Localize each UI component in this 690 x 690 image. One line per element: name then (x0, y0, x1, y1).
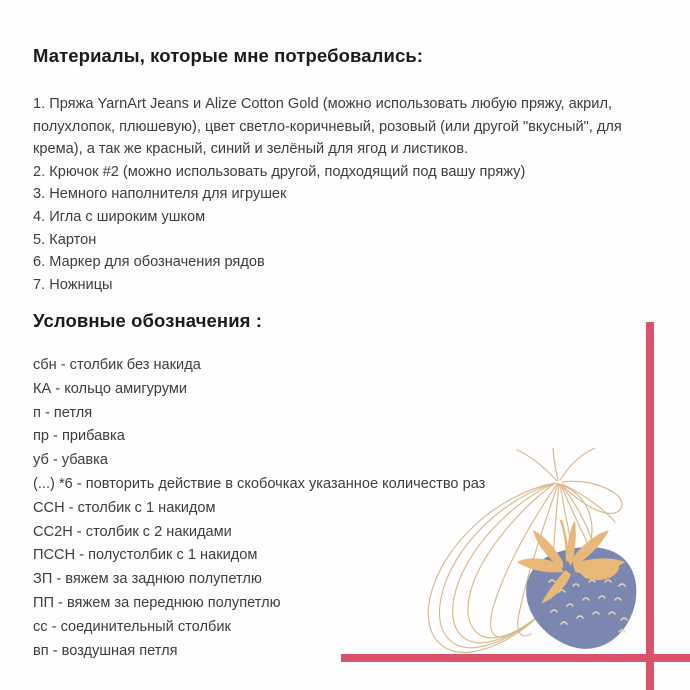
list-item: ЗП - вяжем за заднюю полупетлю (33, 571, 262, 588)
list-item: пр - прибавка (33, 428, 125, 445)
list-item: 7. Ножницы (33, 276, 113, 293)
list-item: 1. Пряжа YarnArt Jeans и Alize Cotton Gold (можно использовать любую пряжу, акрил, полухлопок, плюшевую), цвет светло-коричневый, розовый (или другой "вкусный", для крема), а так же красный, синий и зелёный для ягод и листиков. (33, 96, 622, 158)
list-item: СС2Н - столбик с 2 накидами (33, 523, 232, 540)
list-item: сс - соединительный столбик (33, 618, 231, 635)
list-item: ПССН - полустолбик с 1 накидом (33, 547, 258, 564)
content-area (33, 0, 690, 690)
list-item: (...) *6 - повторить действие в скобочках указанное количество раз (33, 475, 486, 492)
list-item: КА - кольцо амигуруми (33, 380, 188, 397)
list-item: сбн - столбик без накида (33, 357, 201, 373)
materials-list (33, 93, 658, 296)
list-item: п - петля (33, 404, 93, 421)
list-item: вп - воздушная петля (33, 642, 178, 659)
materials-section-title: Материалы, которые мне потребовались: (33, 45, 424, 66)
list-item: ПП - вяжем за переднюю полупетлю (33, 594, 281, 611)
list-item: 6. Маркер для обозначения рядов (33, 254, 265, 271)
list-item: уб - убавка (33, 452, 108, 469)
list-item: 4. Игла с широким ушком (33, 208, 206, 225)
list-item: 2. Крючок #2 (можно использовать другой, подходящий под вашу пряжу) (33, 163, 526, 180)
legend-section-title: Условные обозначения : (33, 310, 263, 331)
legend-list (33, 354, 573, 663)
list-item: 3. Немного наполнителя для игрушек (33, 186, 287, 203)
list-item: 5. Картон (33, 231, 97, 248)
list-item: ССН - столбик с 1 накидом (33, 499, 216, 516)
